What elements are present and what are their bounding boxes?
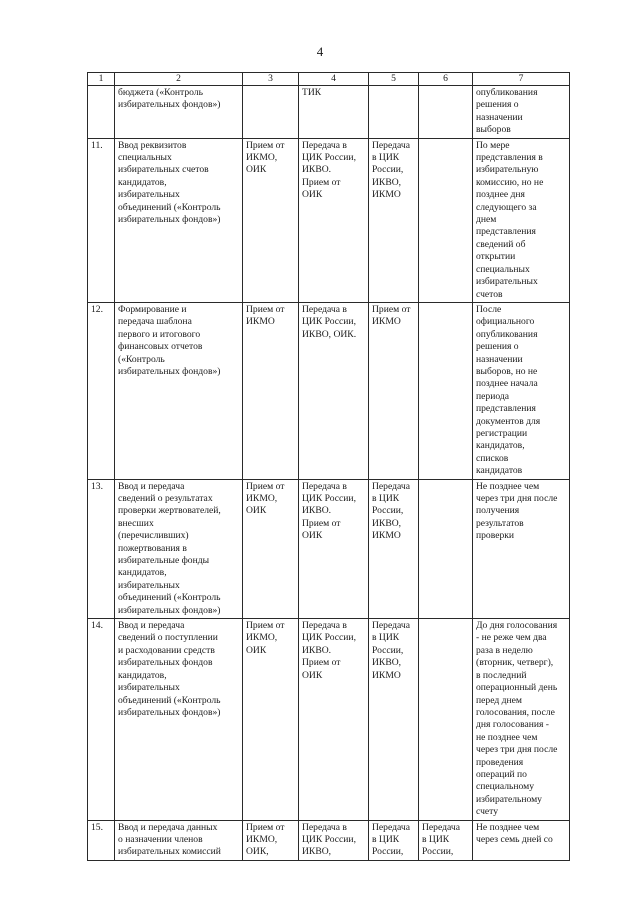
column-header: 3: [243, 73, 299, 86]
procedure-name: Ввод и передача сведений о результатах проверки жертвователей, внесших (перечисливших) пожертвования в избирательные фонды кандидатов, избирательных объединений («Контроль избирательных фондов»): [115, 479, 243, 618]
cell-col5: [369, 86, 419, 139]
page-number: 4: [316, 44, 324, 59]
table-row: [88, 479, 570, 618]
cell-col5: Прием от ИКМО: [369, 302, 419, 479]
procedure-name: бюджета («Контроль избирательных фондов»): [115, 86, 243, 139]
cell-col6: [419, 302, 473, 479]
cell-col4: Передача в ЦИК России, ИКВО. Прием от ОИК: [299, 619, 369, 821]
table-row: [88, 138, 570, 302]
cell-col3: [243, 86, 299, 139]
deadline: Не позднее чем через три дня после получения результатов проверки: [473, 479, 570, 618]
cell-col3: Прием от ИКМО, ОИК: [243, 138, 299, 302]
column-header: 1: [88, 73, 115, 86]
cell-col5: Передача в ЦИК России, ИКВО, ИКМО: [369, 479, 419, 618]
column-header: 7: [473, 73, 570, 86]
cell-col6: [419, 619, 473, 821]
procedure-table: [87, 72, 570, 861]
cell-col6: [419, 479, 473, 618]
cell-col5: Передача в ЦИК России, ИКВО, ИКМО: [369, 619, 419, 821]
cell-col3: Прием от ИКМО: [243, 302, 299, 479]
cell-col6: [419, 86, 473, 139]
row-number: 15.: [88, 820, 115, 860]
deadline: По мере представления в избирательную комиссию, но не позднее дня следующего за днем представления сведений об открытии специальных избирательных счетов: [473, 138, 570, 302]
procedure-name: Ввод реквизитов специальных избирательных счетов кандидатов, избирательных объединений («Контроль избирательных фондов»): [115, 138, 243, 302]
deadline: До дня голосования - не реже чем два раза в неделю (вторник, четверг), в последний операционный день перед днем голосования, после дня голосования - не позднее чем через три дня после проведения операций по специальному избирательному счету: [473, 619, 570, 821]
row-number: 14.: [88, 619, 115, 821]
row-number: 13.: [88, 479, 115, 618]
cell-col5: Передача в ЦИК России, ИКВО, ИКМО: [369, 138, 419, 302]
row-number: 11.: [88, 138, 115, 302]
cell-col6: Передача в ЦИК России,: [419, 820, 473, 860]
table-row: [88, 86, 570, 139]
table-row: [88, 820, 570, 860]
deadline: опубликования решения о назначении выборов: [473, 86, 570, 139]
cell-col3: Прием от ИКМО, ОИК,: [243, 820, 299, 860]
procedure-name: Ввод и передача данных о назначении членов избирательных комиссий: [115, 820, 243, 860]
column-header: 5: [369, 73, 419, 86]
cell-col6: [419, 138, 473, 302]
header-row: [88, 73, 570, 86]
table-row: [88, 302, 570, 479]
cell-col5: Передача в ЦИК России,: [369, 820, 419, 860]
column-header: 4: [299, 73, 369, 86]
row-number: [88, 86, 115, 139]
column-header: 2: [115, 73, 243, 86]
cell-col4: Передача в ЦИК России, ИКВО. Прием от ОИК: [299, 479, 369, 618]
deadline: После официального опубликования решения о назначении выборов, но не позднее начала периода представления документов для регистрации кандидатов, списков кандидатов: [473, 302, 570, 479]
cell-col4: ТИК: [299, 86, 369, 139]
deadline: Не позднее чем через семь дней со: [473, 820, 570, 860]
cell-col3: Прием от ИКМО, ОИК: [243, 479, 299, 618]
cell-col4: Передача в ЦИК России, ИКВО,: [299, 820, 369, 860]
column-header: 6: [419, 73, 473, 86]
cell-col4: Передача в ЦИК России, ИКВО, ОИК.: [299, 302, 369, 479]
procedure-name: Ввод и передача сведений о поступлении и расходовании средств избирательных фондов кандидатов, избирательных объединений («Контроль избирательных фондов»): [115, 619, 243, 821]
row-number: 12.: [88, 302, 115, 479]
table-row: [88, 619, 570, 821]
cell-col4: Передача в ЦИК России, ИКВО. Прием от ОИК: [299, 138, 369, 302]
cell-col3: Прием от ИКМО, ОИК: [243, 619, 299, 821]
procedure-name: Формирование и передача шаблона первого и итогового финансовых отчетов («Контроль избирательных фондов»): [115, 302, 243, 479]
